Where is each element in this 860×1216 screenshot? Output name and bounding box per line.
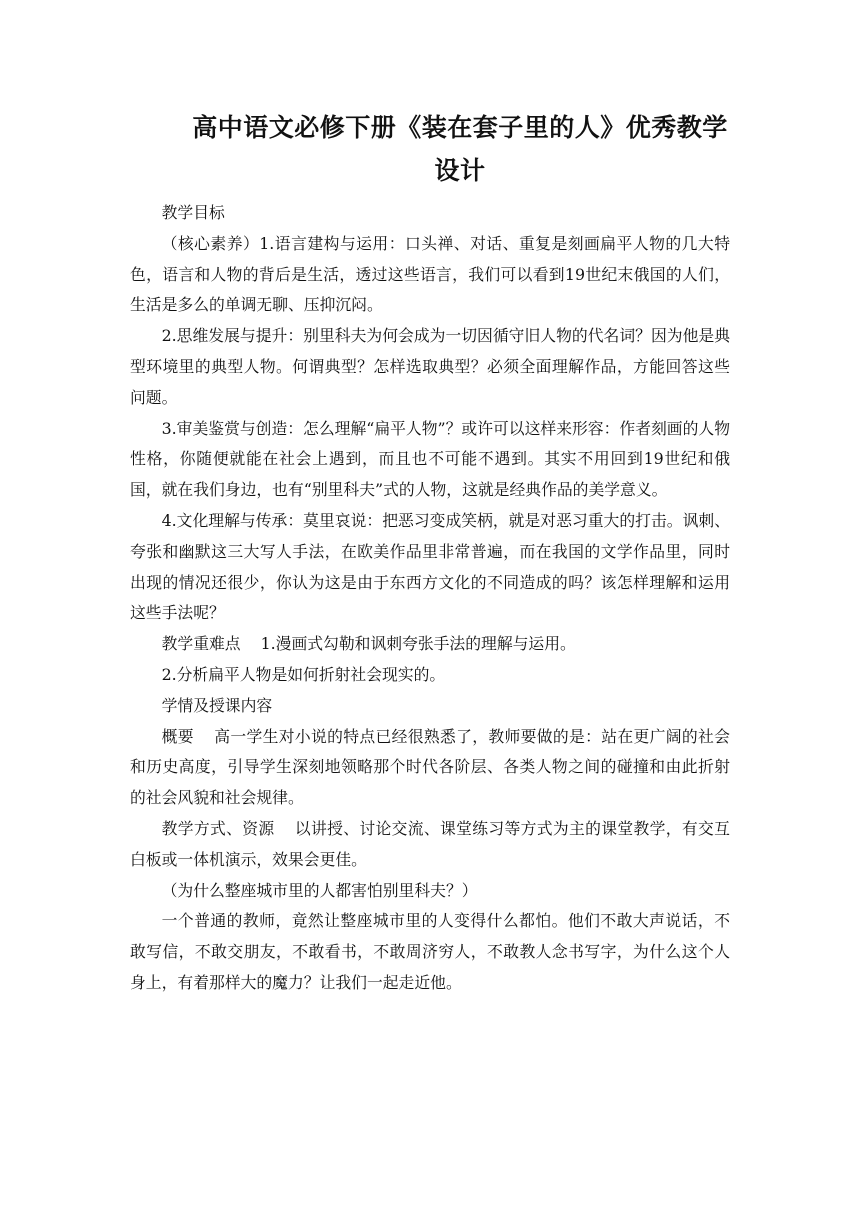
paragraph-key-points bbox=[130, 629, 730, 660]
paragraph-teaching-method bbox=[130, 814, 730, 876]
method-text: 以讲授、讨论交流、课堂练习等方式为主的课堂教学，有交互白板或一体机演示，效果会更佳。 bbox=[130, 818, 730, 869]
overview-text: 高一学生对小说的特点已经很熟悉了，教师要做的是：站在更广阔的社会和历史高度，引导学生深刻地领略那个时代各阶层、各类人物之间的碰撞和由此折射的社会风貌和社会规律。 bbox=[130, 726, 730, 808]
paragraph-closing: 一个普通的教师，竟然让整座城市里的人变得什么都怕。他们不敢大声说话，不敢写信，不敢交朋友，不敢看书，不敢周济穷人，不敢教人念书写字，为什么这个人身上，有着那样大的魔力？让我们一起走近他。 bbox=[130, 911, 730, 992]
paragraph-question: （为什么整座城市里的人都害怕别里科夫？） bbox=[161, 880, 478, 900]
key-points-text-1: 1.漫画式勾勒和讽刺夸张手法的理解与运用。 bbox=[260, 634, 576, 654]
document-title-line-2: 设计 bbox=[434, 156, 486, 185]
section-heading-teaching-goals: 教学目标 bbox=[161, 203, 225, 222]
key-points-label: 教学重难点 bbox=[161, 634, 241, 654]
paragraph-key-points-2: 2.分析扁平人物是如何折射社会现实的。 bbox=[161, 664, 446, 684]
paragraph-core-literacy: （核心素养）1.语言建构与运用：口头禅、对话、重复是刻画扁平人物的几大特色，语言和人物的背后是生活，透过这些语言，我们可以看到19世纪末俄国的人们，生活是多么的单调无聊、压抑沉闷。 bbox=[130, 233, 730, 315]
paragraph-aesthetic-appreciation: 3.审美鉴赏与创造：怎么理解“扁平人物”？或许可以这样来形容：作者刻画的人物性格，你随便就能在社会上遇到，而且也不可能不遇到。其实不用回到19世纪和俄国，就在我们身边，也有“别里科夫”式的人物，这就是经典作品的美学意义。 bbox=[130, 418, 730, 500]
paragraph-overview bbox=[130, 722, 730, 814]
overview-label: 概要 bbox=[161, 726, 194, 746]
paragraph-cultural-understanding: 4.文化理解与传承：莫里哀说：把恶习变成笑柄，就是对恶习重大的打击。讽刺、夸张和幽默这三大写人手法，在欧美作品里非常普遍，而在我国的文学作品里，同时出现的情况还很少，你认为这是由于东西方文化的不同造成的吗？该怎样理解和运用这些手法呢？ bbox=[130, 510, 730, 623]
section-heading-learning-content: 学情及授课内容 bbox=[161, 695, 273, 715]
method-label: 教学方式、资源 bbox=[161, 818, 275, 838]
document-body bbox=[130, 198, 730, 999]
paragraph-thinking-development: 2.思维发展与提升：别里科夫为何会成为一切因循守旧人物的代名词？因为他是典型环境里的典型人物。何谓典型？怎样选取典型？必须全面理解作品，方能回答这些问题。 bbox=[130, 326, 730, 407]
document-title-line-1: 高中语文必修下册《装在套子里的人》优秀教学 bbox=[192, 113, 728, 142]
